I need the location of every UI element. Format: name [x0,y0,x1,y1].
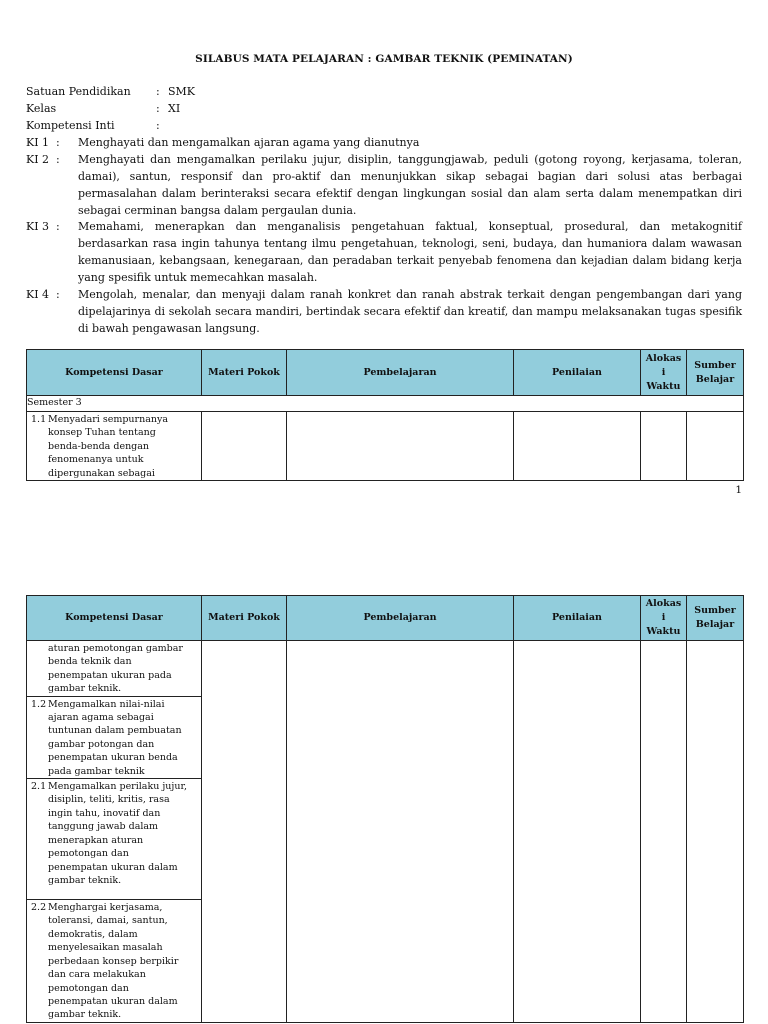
kelas-label: Kelas [26,102,57,115]
kd-text: Menghargai kerjasama, toleransi, damai, santun, demokratis, dalam menyelesaikan masalah perbedaan konsep berpikir dan cara melakukan pemotongan dan penempatan ukuran dalam gambar teknik. [48,902,179,1021]
kd-cell [27,779,202,900]
syllabus-table-page2 [26,595,744,1023]
header-materi-pokok: Materi Pokok [202,350,287,396]
ki-heading-label: Kompetensi Inti [26,119,115,132]
header-sumber-belajar: Sumber Belajar [687,596,744,641]
table-row [27,412,744,481]
satuan-label: Satuan Pendidikan [26,85,131,98]
penilaian-cell [514,641,641,1023]
sumber-cell [687,641,744,1023]
sumber-cell [687,412,744,481]
kelas-value: XI [168,102,181,115]
header-pembelajaran: Pembelajaran [287,350,514,396]
table-header-row [27,350,744,396]
kelas-row: Kelas : XI [26,102,181,115]
header-sumber-belajar: Sumber Belajar [687,350,744,396]
alokasi-cell [641,412,687,481]
header-pembelajaran: Pembelajaran [287,596,514,641]
pembelajaran-cell [287,412,514,481]
kd-number [27,642,48,696]
kd-number: 2.1 [31,781,47,793]
table-header-row [27,596,744,641]
ki-code: KI 1 : [26,136,60,149]
page-number: 1 [735,484,742,496]
semester-label: Semester 3 [27,396,744,412]
kd-text: Mengamalkan nilai-nilai ajaran agama sebagai tuntunan dalam pembuatan gambar potongan dan penempatan ukuran benda pada gambar teknik [48,698,182,777]
header-alokasi-waktu: Alokas i Waktu [641,596,687,641]
header-penilaian: Penilaian [514,350,641,396]
ki-code: KI 2 : [26,153,60,166]
ki-2 [26,151,742,219]
header-kompetensi-dasar: Kompetensi Dasar [27,596,202,641]
kd-cell [27,900,202,1023]
materi-cell [202,641,287,1023]
ki-1 [26,134,742,151]
header-alokasi-waktu: Alokas i Waktu [641,350,687,396]
kd-number: 2.2 [31,902,47,914]
kd-cell [27,412,202,481]
kd-text: aturan pemotongan gambar benda teknik dan penempatan ukuran pada gambar teknik. [48,643,183,695]
satuan-row: Satuan Pendidikan : SMK [26,85,196,98]
syllabus-table-page1 [26,349,744,481]
ki-code: KI 3 : [26,220,60,233]
penilaian-cell [514,412,641,481]
ki-text: Mengolah, menalar, dan menyaji dalam ranah konkret dan ranah abstrak terkait dengan pengembangan dari yang dipelajarinya di sekolah secara mandiri, bertindak secara efektif dan kreatif, dan mampu melaksanakan tugas spesifik di bawah pengawasan langsung. [78,288,742,335]
ki-code: KI 4 : [26,288,60,301]
ki-4 [26,286,742,337]
alokasi-cell [641,641,687,1023]
ki-heading-row: Kompetensi Inti : [26,119,160,132]
materi-cell [202,412,287,481]
kd-cell [27,696,202,778]
header-kompetensi-dasar: Kompetensi Dasar [27,350,202,396]
header-penilaian: Penilaian [514,596,641,641]
ki-text: Memahami, menerapkan dan menganalisis pengetahuan faktual, konseptual, prosedural, dan metakognitif berdasarkan rasa ingin tahunya tentang ilmu pengetahuan, teknologi, seni, budaya, dan humaniora dalam wawasan kemanusiaan, kebangsaan, kenegaraan, dan peradaban terkait penyebab fenomena dan kejadian dalam bidang kerja yang spesifik untuk memecahkan masalah. [78,220,742,284]
kd-number: 1.2 [31,698,47,710]
satuan-value: SMK [168,85,196,98]
ki-3 [26,218,742,286]
header-materi-pokok: Materi Pokok [202,596,287,641]
ki-text: Menghayati dan mengamalkan perilaku jujur, disiplin, tanggungjawab, peduli (gotong royong, kerjasama, toleran, damai), santun, responsif dan pro-aktif dan menunjukkan sikap sebagai bagian dari solusi atas berbagai permasalahan dalam berinteraksi secara efektif dengan lingkungan sosial dan alam serta dalam menempatkan diri sebagai cerminan bangsa dalam pergaulan dunia. [78,153,742,217]
document-title: SILABUS MATA PELAJARAN : GAMBAR TEKNIK (PEMINATAN) [195,53,573,65]
table-row [27,641,744,697]
ki-text: Menghayati dan mengamalkan ajaran agama yang dianutnya [78,136,420,149]
pembelajaran-cell [287,641,514,1023]
kd-cell [27,641,202,697]
kd-number: 1.1 [31,414,47,425]
semester-row [27,396,744,412]
kd-text: Mengamalkan perilaku jujur, disiplin, teliti, kritis, rasa ingin tahu, inovatif dan tanggung jawab dalam menerapkan aturan pemotongan dan penempatan ukuran dalam gambar teknik. [48,781,188,886]
kd-text: Menyadari sempurnanya konsep Tuhan tentang benda-benda dengan fenomenanya untuk dipergunakan sebagai [48,414,169,479]
